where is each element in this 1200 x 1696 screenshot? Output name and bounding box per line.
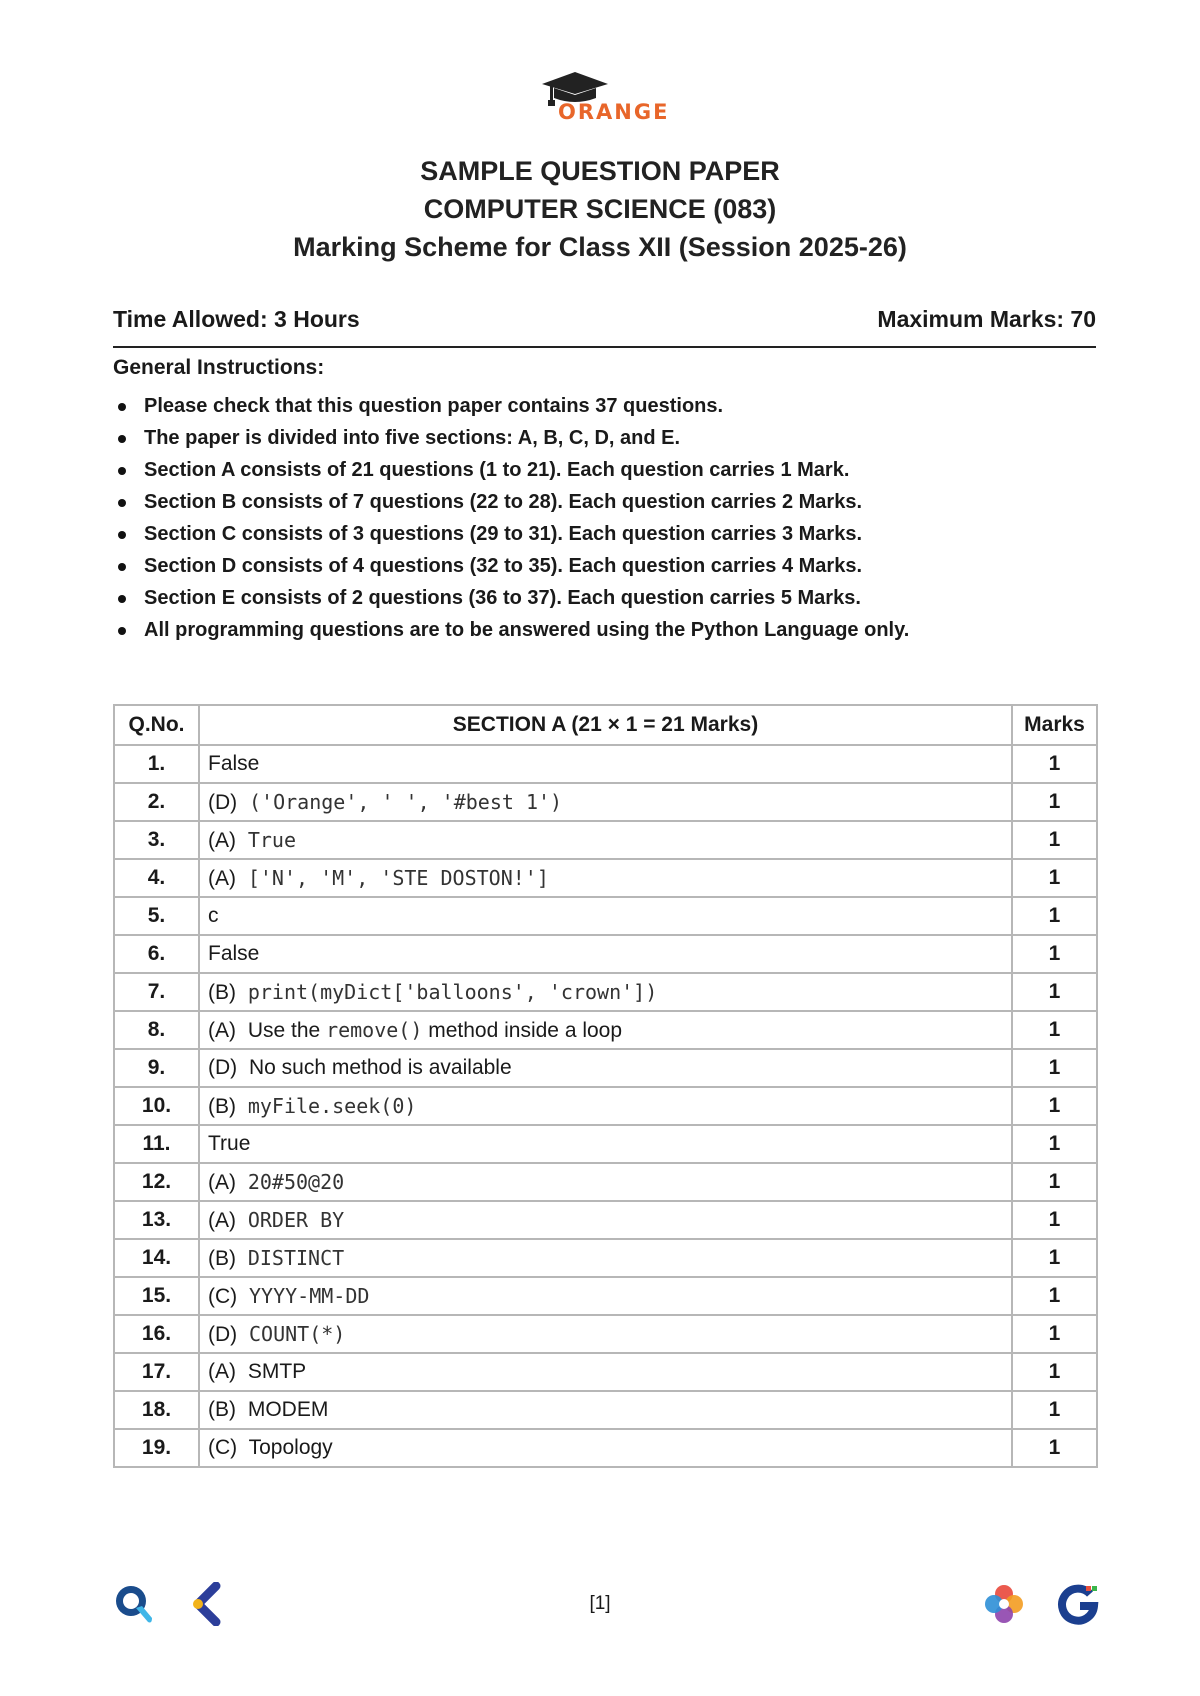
answer-text: Use the: [247, 1018, 321, 1042]
question-number: 10.: [114, 1087, 199, 1125]
header-qno: Q.No.: [114, 705, 199, 745]
marks-value: 1: [1012, 973, 1097, 1011]
answer-code: myFile.seek(0): [247, 1093, 417, 1118]
answer-code: print(myDict['balloons', 'crown']): [247, 979, 658, 1004]
answer-cell: [199, 1277, 1012, 1315]
answer-option: (A): [208, 828, 236, 852]
answer-cell: [199, 973, 1012, 1011]
title-sample-paper: SAMPLE QUESTION PAPER: [420, 156, 780, 186]
answer-cell: [199, 783, 1012, 821]
answer-option: (D): [208, 1322, 238, 1346]
question-number: 16.: [114, 1315, 199, 1353]
answer-option: (D): [208, 790, 238, 814]
brand-name: ORANGE: [558, 100, 670, 124]
answer-cell: [199, 1125, 1012, 1163]
question-number: 12.: [114, 1163, 199, 1201]
marks-value: 1: [1012, 821, 1097, 859]
instruction-item: Please check that this question paper contains 37 questions.: [113, 392, 909, 424]
answer-cell: [199, 745, 1012, 783]
answer-text: MODEM: [247, 1398, 329, 1421]
question-number: 1.: [114, 745, 199, 783]
question-number: 9.: [114, 1049, 199, 1087]
answer-option: (B): [208, 1094, 236, 1118]
instruction-item: Section C consists of 3 questions (29 to 31). Each question carries 3 Marks.: [113, 520, 909, 552]
table-row: [114, 821, 1097, 859]
question-number: 15.: [114, 1277, 199, 1315]
answer-text: False: [208, 752, 260, 775]
marks-value: 1: [1012, 897, 1097, 935]
answer-option: (D): [208, 1056, 238, 1079]
marks-value: 1: [1012, 745, 1097, 783]
answer-option: (A): [208, 866, 236, 890]
answer-code: 20#50@20: [247, 1169, 345, 1194]
marks-value: 1: [1012, 1315, 1097, 1353]
answer-cell: [199, 1201, 1012, 1239]
answer-code: YYYY-MM-DD: [249, 1283, 370, 1308]
answer-option: (B): [208, 1398, 236, 1421]
answer-cell: [199, 1391, 1012, 1429]
table-row: [114, 973, 1097, 1011]
exam-meta: [113, 306, 1096, 348]
marks-value: 1: [1012, 1087, 1097, 1125]
table-row: [114, 1125, 1097, 1163]
question-number: 5.: [114, 897, 199, 935]
answer-cell: [199, 1011, 1012, 1049]
answer-cell: [199, 1087, 1012, 1125]
answer-text: False: [208, 942, 260, 965]
marks-value: 1: [1012, 859, 1097, 897]
marks-value: 1: [1012, 1239, 1097, 1277]
table-body: [114, 745, 1097, 1467]
answer-text: No such method is available: [249, 1056, 512, 1079]
orange-logo: [540, 70, 670, 130]
answer-option: (C): [208, 1284, 238, 1308]
marks-value: 1: [1012, 1049, 1097, 1087]
question-number: 4.: [114, 859, 199, 897]
answer-code: ['N', 'M', 'STE DOSTON!']: [247, 865, 549, 890]
table-row: [114, 1429, 1097, 1467]
marks-value: 1: [1012, 935, 1097, 973]
answer-code: ('Orange', ' ', '#best 1'): [249, 789, 563, 814]
question-number: 7.: [114, 973, 199, 1011]
instruction-item: Section B consists of 7 questions (22 to 28). Each question carries 2 Marks.: [113, 488, 909, 520]
answer-cell: [199, 1429, 1012, 1467]
question-number: 11.: [114, 1125, 199, 1163]
answer-cell: [199, 1353, 1012, 1391]
table-row: [114, 1315, 1097, 1353]
answer-cell: [199, 897, 1012, 935]
table-row: [114, 745, 1097, 783]
table-header-row: [114, 705, 1097, 745]
flower-app-icon: [982, 1582, 1026, 1626]
answer-text: True: [208, 1132, 251, 1155]
marks-value: 1: [1012, 1429, 1097, 1467]
answer-option: (A): [208, 1018, 236, 1042]
title-marking-scheme: Marking Scheme for Class XII (Session 2025-26): [293, 232, 907, 262]
question-number: 19.: [114, 1429, 199, 1467]
table-row: [114, 1163, 1097, 1201]
table-row: [114, 1049, 1097, 1087]
marks-value: 1: [1012, 1277, 1097, 1315]
table-row: [114, 1087, 1097, 1125]
answer-cell: [199, 1315, 1012, 1353]
question-number: 18.: [114, 1391, 199, 1429]
marks-value: 1: [1012, 1353, 1097, 1391]
answer-option: (C): [208, 1436, 238, 1459]
answer-code: COUNT(*): [249, 1321, 346, 1346]
answer-code: remove(): [326, 1017, 423, 1042]
maximum-marks: Maximum Marks: 70: [877, 306, 1096, 332]
table-row: [114, 859, 1097, 897]
answer-option: (A): [208, 1360, 236, 1383]
question-number: 8.: [114, 1011, 199, 1049]
answer-text: Topology: [248, 1436, 333, 1459]
table-row: [114, 1239, 1097, 1277]
instruction-item: Section E consists of 2 questions (36 to 37). Each question carries 5 Marks.: [113, 584, 909, 616]
table-row: [114, 1277, 1097, 1315]
answer-cell: [199, 1163, 1012, 1201]
g-app-icon: [1056, 1582, 1100, 1626]
marks-value: 1: [1012, 1125, 1097, 1163]
answer-text: SMTP: [247, 1360, 307, 1383]
instruction-item: Section A consists of 21 questions (1 to 21). Each question carries 1 Mark.: [113, 456, 909, 488]
answer-code: ORDER BY: [247, 1207, 345, 1232]
marks-value: 1: [1012, 1201, 1097, 1239]
general-instructions-title: General Instructions:: [113, 356, 325, 379]
document-title: [0, 152, 1200, 266]
answer-code: DISTINCT: [247, 1245, 345, 1270]
answer-cell: [199, 1049, 1012, 1087]
answer-text: c: [208, 904, 219, 927]
table-row: [114, 897, 1097, 935]
instruction-item: All programming questions are to be answered using the Python Language only.: [113, 616, 909, 648]
table-row: [114, 783, 1097, 821]
answer-cell: [199, 935, 1012, 973]
page-number: [1]: [589, 1593, 611, 1614]
table-row: [114, 1391, 1097, 1429]
question-number: 2.: [114, 783, 199, 821]
table-row: [114, 1011, 1097, 1049]
question-number: 3.: [114, 821, 199, 859]
answer-cell: [199, 859, 1012, 897]
question-number: 13.: [114, 1201, 199, 1239]
answer-option: (A): [208, 1208, 236, 1232]
marks-value: 1: [1012, 1011, 1097, 1049]
table-row: [114, 1201, 1097, 1239]
question-number: 6.: [114, 935, 199, 973]
answer-cell: [199, 1239, 1012, 1277]
marks-value: 1: [1012, 1391, 1097, 1429]
answer-option: (B): [208, 1246, 236, 1270]
table-row: [114, 1353, 1097, 1391]
marks-value: 1: [1012, 783, 1097, 821]
table-row: [114, 935, 1097, 973]
marks-value: 1: [1012, 1163, 1097, 1201]
answer-cell: [199, 821, 1012, 859]
time-allowed: Time Allowed: 3 Hours: [113, 306, 360, 332]
header-section: SECTION A (21 × 1 = 21 Marks): [199, 705, 1012, 745]
answer-option: (B): [208, 980, 236, 1004]
answer-option: (A): [208, 1170, 236, 1194]
instruction-item: Section D consists of 4 questions (32 to 35). Each question carries 4 Marks.: [113, 552, 909, 584]
title-subject: COMPUTER SCIENCE (083): [423, 194, 777, 224]
general-instructions-list: [113, 392, 909, 648]
instruction-item: The paper is divided into five sections: A, B, C, D, and E.: [113, 424, 909, 456]
marking-scheme-table: [113, 704, 1098, 1468]
answer-code: True: [247, 827, 297, 852]
question-number: 17.: [114, 1353, 199, 1391]
answer-text: method inside a loop: [428, 1018, 623, 1042]
header-marks: Marks: [1012, 705, 1097, 745]
question-number: 14.: [114, 1239, 199, 1277]
